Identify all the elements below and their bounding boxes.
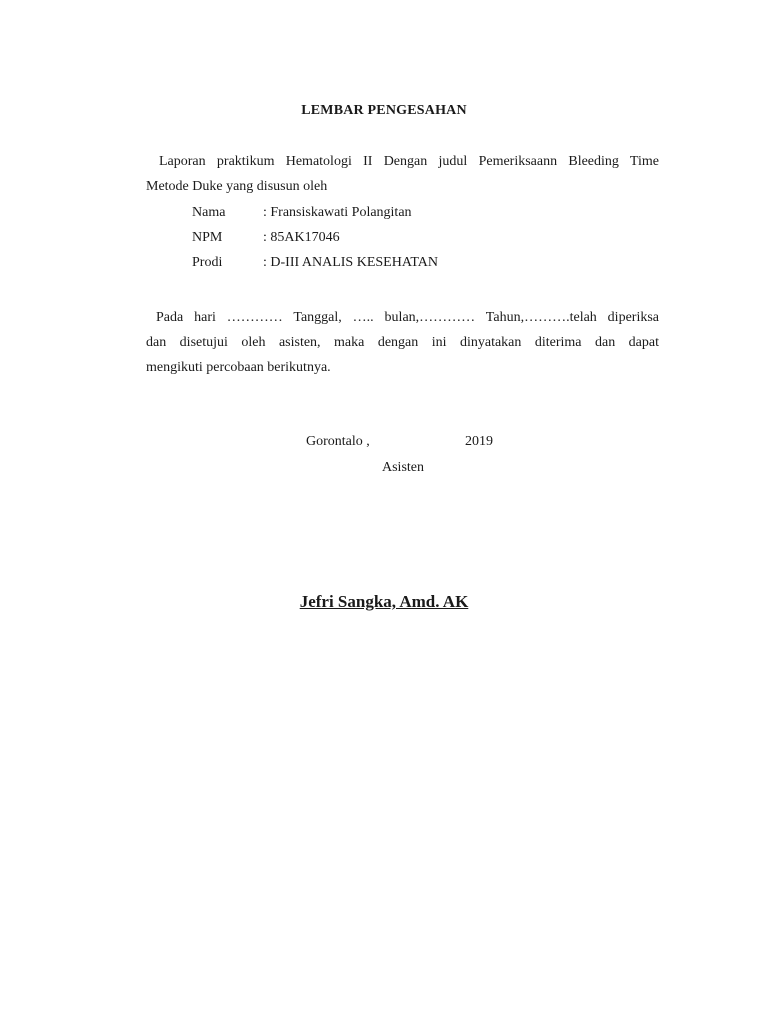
approval-line-3: mengikuti percobaan berikutnya.: [146, 360, 331, 375]
approval-paragraph: [146, 305, 659, 380]
approval-line-1: Pada hari ………… Tanggal, ….. bulan,………… Tahun,……….telah diperiksa: [156, 310, 659, 325]
field-row-npm: [192, 225, 438, 250]
field-label: Prodi: [192, 255, 223, 270]
field-row-nama: [192, 200, 438, 225]
field-value: : Fransiskawati Polangitan: [263, 205, 412, 220]
approval-line-2: dan disetujui oleh asisten, maka dengan ini dinyatakan diterima dan dapat: [146, 335, 659, 350]
intro-line-2: Metode Duke yang disusun oleh: [146, 179, 328, 194]
intro-line-1: Laporan praktikum Hematologi II Dengan judul Pemeriksaann Bleeding Time: [159, 154, 659, 169]
place-date: [306, 432, 493, 452]
signer-name: Jefri Sangka, Amd. AK: [299, 592, 469, 611]
document-title: LEMBAR PENGESAHAN: [301, 103, 467, 118]
field-row-prodi: [192, 250, 438, 275]
field-value: : 85AK17046: [263, 230, 340, 245]
field-label: NPM: [192, 230, 223, 245]
identity-fields: [192, 200, 438, 275]
signer-role: Asisten: [382, 460, 424, 475]
place-text: Gorontalo ,: [306, 434, 370, 449]
intro-paragraph: [146, 149, 659, 199]
field-value: : D-III ANALIS KESEHATAN: [263, 255, 439, 270]
year-text: 2019: [465, 434, 493, 449]
field-label: Nama: [192, 205, 226, 220]
